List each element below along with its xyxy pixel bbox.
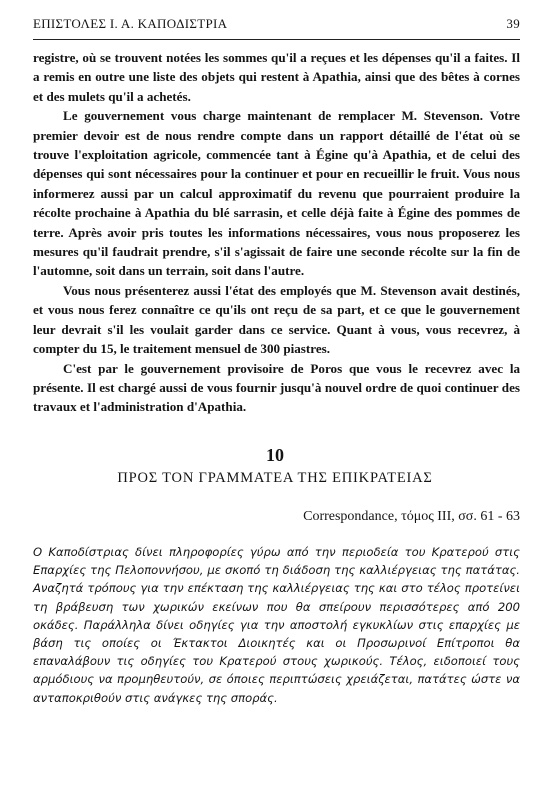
french-letter-body: [33, 48, 520, 417]
paragraph-1: registre, où se trouvent notées les sommes qu'il a reçues et les dépenses qu'il a faites. Il a remis en outre une liste des objets qui restent à Apathia, ainsi que des bêtes à cornes et des mulets qu'il a achetés.: [33, 50, 520, 104]
letter-title: ΠΡΟΣ ΤΟΝ ΓΡΑΜΜΑΤΕΑ ΤΗΣ ΕΠΙΚΡΑΤΕΙΑΣ: [117, 470, 433, 486]
greek-summary: [33, 543, 520, 707]
page-number: 39: [506, 16, 520, 31]
summary-paragraph: Ο Καποδίστριας δίνει πληροφορίες γύρω από την περιοδεία του Κρατερού στις Επαρχίες της Πελοποννήσου, με σκοπό τη διάδοση της καλλιέργειας της πατάτας. Αναζητά τρόπους για την επέκταση της καλλιέργειας της και στο τέλος προτείνει τη βράβευση των χωρικών εκείνων που θα σπείρουν περισσότερες από 200 οκάδες. Παράλληλα δίνει οδηγίες για την αποστολή εγκυκλίων στις επαρχίες με βάση τις οποίες οι Έκτακτοι Διοικητές και οι Προσωρινοί Επίτροποι θα επαναλάβουν τις οδηγίες του Κρατερού στους χωρικούς. Τέλος, ειδοποιεί τους αρμόδιους να προμηθευτούν, σε όποιες περιπτώσεις χρειάζεται, πατάτες ώστε να ανταποκριθούν στις ανάγκες της σποράς.: [33, 545, 520, 705]
header-rule: [33, 39, 520, 40]
paragraph-2: Le gouvernement vous charge maintenant de remplacer M. Stevenson. Votre premier devoir est de nous rendre compte dans un rapport détaillé de l'état où se trouve l'exploitation agricole, commencée tant à Égine qu'à Apathia, et de celui des dépenses qui sont nécessaires pour la continuer et pour en recueillir le fruit. Vous nous informerez aussi par un calcul approximatif du revenu que pourraient produire la récolte prochaine à Apathia du blé sarrasin, et celle déjà faite à Égine des pommes de terre. Après avoir pris toutes les informations nécessaires, vous nous proposerez les mesures qu'il faudrait prendre, s'il s'agissait de faire une seconde récolte sur la fin de l'automne, soit dans un terrain, soit dans l'autre.: [33, 108, 520, 279]
source-reference: Correspondance, τόμος ΙΙΙ, σσ. 61 - 63: [303, 509, 520, 524]
running-header: [33, 16, 520, 32]
paragraph-3: Vous nous présenterez aussi l'état des employés que M. Stevenson avait destinés, et vous nous ferez connaître ce qu'ils ont reçu de sa part, et ce que le gouvernement leur devrait s'il les voulait garder dans ce service. Quant à vous, vous recevrez, à compter du 15, le traitement mensuel de 300 piastres.: [33, 282, 520, 357]
paragraph-4: C'est par le gouvernement provisoire de Poros que vous le recevrez avec la présente. Il est chargé aussi de vous fournir jusqu'à nouvel ordre de quoi continuer des travaux et l'administration d'Apathia.: [33, 360, 520, 415]
letter-number: 10: [266, 445, 284, 465]
running-title: ΕΠΙΣΤΟΛΕΣ Ι. Α. ΚΑΠΟΔΙΣΤΡΙΑ: [33, 16, 228, 31]
